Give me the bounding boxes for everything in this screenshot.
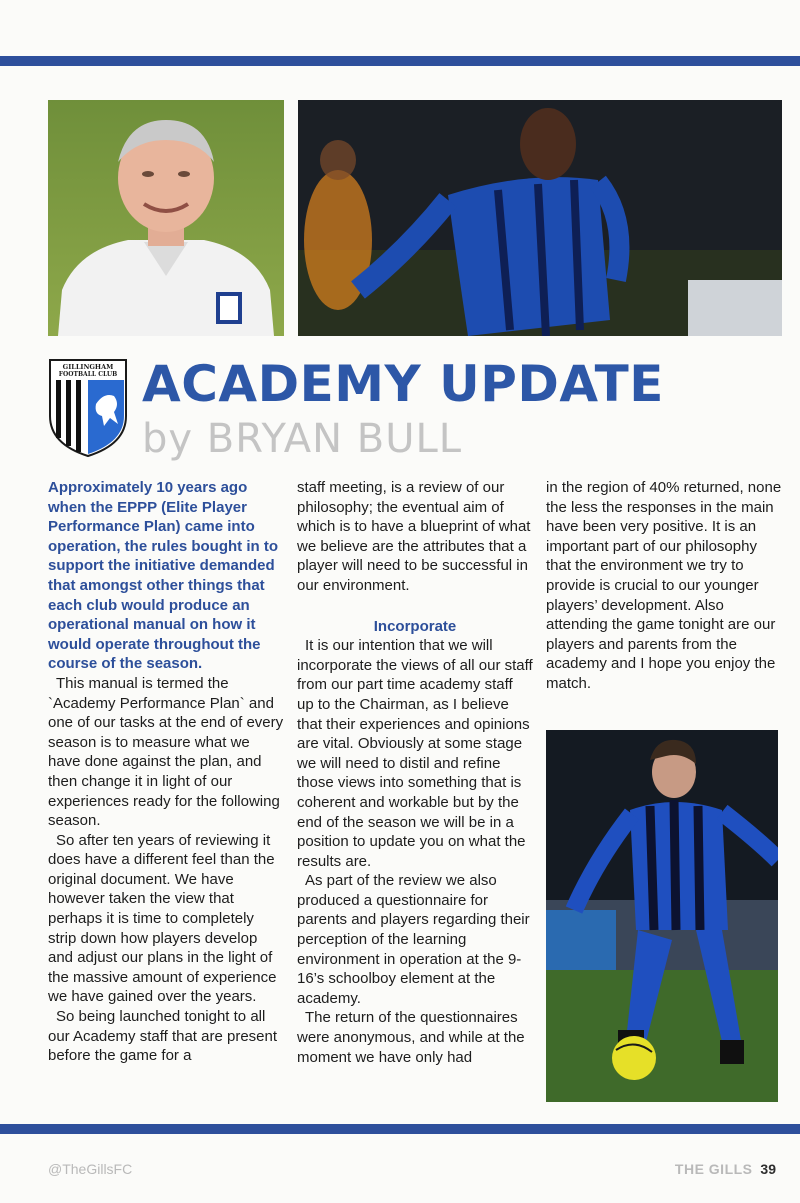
crest-line1: GILLINGHAM [62, 363, 114, 371]
body-paragraph: So being launched tonight to all our Academy staff that are present before the game for a [48, 1008, 278, 1065]
magazine-name: THE GILLS [674, 1161, 753, 1177]
crest-line2: FOOTBALL CLUB [58, 371, 118, 378]
coach-portrait-photo [48, 100, 284, 336]
lead-paragraph: Approximately 10 years ago when the EPPP (Elite Player Performance Plan) came into operation, the rules bought in to support the initiative demanded that amongst other things that each club would produce an operational manual on how it would operate throughout the course of the season. [48, 479, 278, 673]
bottom-blue-rule [0, 1124, 800, 1134]
club-crest [48, 358, 128, 458]
top-blue-rule [0, 56, 800, 66]
body-paragraph: staff meeting, is a review of our philosophy; the eventual aim of which is to have a blueprint of what we believe are the attributes that a player will need to be successful in our environment. [297, 479, 531, 594]
page-footer [675, 1161, 776, 1177]
body-paragraph: The return of the questionnaires were anonymous, and while at the moment we have only had [297, 1009, 525, 1066]
player-action-photo [298, 100, 782, 336]
page-number: 39 [760, 1161, 776, 1177]
academy-player-photo [546, 730, 778, 1102]
body-paragraph: This manual is termed the `Academy Performance Plan` and one of our tasks at the end of every season is to measure what we have done against the plan, and then change it in light of our experiences ready for the following season. [48, 674, 284, 830]
body-paragraph: in the region of 40% returned, none the less the responses in the main have been very positive. It is an important part of our philosophy that the environment we try to provide is crucial to our younger players’ development. Also attending the game tonight are our players and parents from the academy and I hope you enjoy the match. [546, 479, 782, 692]
section-subhead: Incorporate [373, 617, 457, 635]
article-title: ACADEMY UPDATE [142, 355, 664, 413]
article-column-3 [546, 478, 782, 694]
twitter-handle: @TheGillsFC [48, 1161, 133, 1177]
article-column-2 [297, 478, 533, 1067]
body-paragraph: It is our intention that we will incorporate the views of all our staff from our part time academy staff up to the Chairman, as I believe that their experiences and opinions are vital. Obviously at some stage we will need to distil and refine those views into something that is coherent and workable but by the end of the season we will be in a position to update you on what the results are. [297, 637, 533, 870]
article-byline: by BRYAN BULL [142, 416, 463, 462]
body-paragraph: As part of the review we also produced a questionnaire for parents and players regarding their perception of the learning environment in operation at the 9-16’s schoolboy element at the academy. [297, 872, 530, 1007]
body-paragraph: So after ten years of reviewing it does have a different feel than the original document. We have however taken the view that perhaps it is time to completely strip down how players develop and adjust our plans in the light of the massive amount of experience we have gained over the years. [48, 831, 277, 1006]
article-column-1 [48, 478, 284, 1066]
